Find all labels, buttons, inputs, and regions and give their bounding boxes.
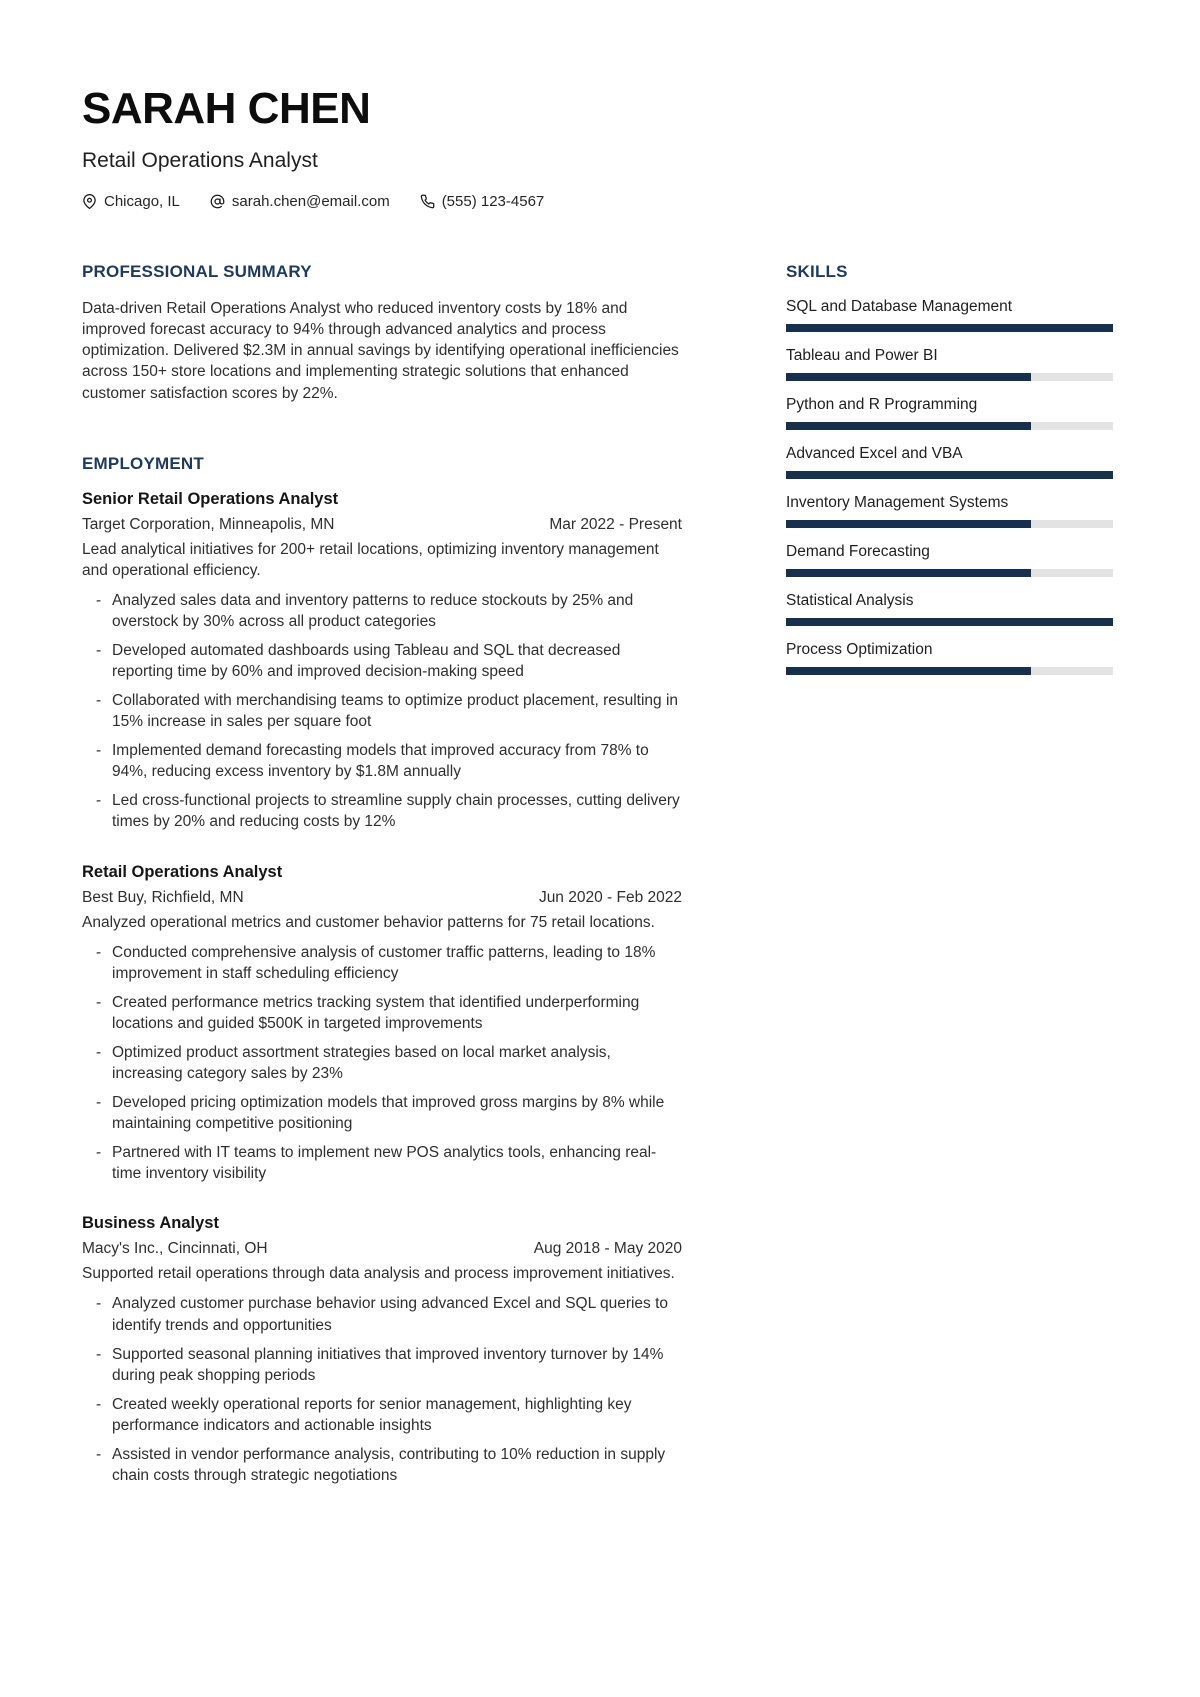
skill-item <box>786 543 1113 577</box>
job-company: Target Corporation, Minneapolis, MN <box>82 515 335 533</box>
job-bullets <box>82 1293 682 1486</box>
job-dates: Jun 2020 - Feb 2022 <box>538 888 682 906</box>
contact-email <box>210 193 390 210</box>
at-sign-icon <box>210 194 225 209</box>
job-description: Supported retail operations through data analysis and process improvement initiatives. <box>82 1265 675 1283</box>
bullet-item: - Conducted comprehensive analysis of customer traffic patterns, leading to 18% improvement in staff scheduling efficiency <box>82 942 682 984</box>
job-entry <box>82 1214 682 1486</box>
skill-label: SQL and Database Management <box>786 298 1013 316</box>
job-company-row <box>82 516 682 534</box>
skill-label: Statistical Analysis <box>786 592 914 610</box>
job-dates: Aug 2018 - May 2020 <box>533 1240 682 1258</box>
bullet-item: - Created performance metrics tracking system that identified underperforming locations and guided $500K in targeted improvements <box>82 992 682 1034</box>
skill-item <box>786 347 1113 381</box>
job-dates: Mar 2022 - Present <box>549 515 682 533</box>
bullet-item: - Led cross-functional projects to streamline supply chain processes, cutting delivery times by 20% and reducing costs by 12% <box>82 790 682 832</box>
skill-bar-fill <box>786 324 1113 332</box>
job-company: Best Buy, Richfield, MN <box>82 888 244 906</box>
candidate-name: SARAH CHEN <box>82 84 371 133</box>
skills-sidebar <box>786 262 1113 690</box>
summary-heading: PROFESSIONAL SUMMARY <box>82 262 312 282</box>
contact-phone-text: (555) 123-4567 <box>441 193 545 211</box>
skill-item <box>786 298 1113 332</box>
resume-header <box>82 86 1113 210</box>
job-position: Senior Retail Operations Analyst <box>82 489 339 508</box>
skill-label: Python and R Programming <box>786 396 978 414</box>
job-position: Retail Operations Analyst <box>82 862 283 881</box>
job-entry <box>82 490 682 833</box>
skill-bar-track <box>786 373 1113 381</box>
skill-item <box>786 445 1113 479</box>
skill-bar-track <box>786 569 1113 577</box>
job-company-row <box>82 1240 682 1258</box>
skill-bar-track <box>786 471 1113 479</box>
bullet-item: - Collaborated with merchandising teams to optimize product placement, resulting in 15% increase in sales per square foot <box>82 690 682 732</box>
summary-text: Data-driven Retail Operations Analyst who reduced inventory costs by 18% and improved forecast accuracy to 94% through advanced analytics and process optimization. Delivered $2.3M in annual savings by identifying operational inefficiencies across 150+ store locations and implementing strategic solutions that enhanced customer satisfaction scores by 22%. <box>82 300 679 402</box>
skill-bar-fill <box>786 618 1113 626</box>
skill-bar-fill <box>786 422 1031 430</box>
skill-label: Advanced Excel and VBA <box>786 445 963 463</box>
job-entry <box>82 863 682 1185</box>
contact-phone <box>420 193 545 210</box>
bullet-item: - Analyzed sales data and inventory patterns to reduce stockouts by 25% and overstock by 30% across all product categories <box>82 590 682 632</box>
bullet-item: - Developed automated dashboards using Tableau and SQL that decreased reporting time by 60% and improved decision-making speed <box>82 640 682 682</box>
bullet-item: - Created weekly operational reports for senior management, highlighting key performance indicators and actionable insights <box>82 1394 682 1436</box>
skill-bar-fill <box>786 569 1031 577</box>
phone-icon <box>420 194 435 209</box>
skill-label: Process Optimization <box>786 641 933 659</box>
job-company: Macy's Inc., Cincinnati, OH <box>82 1240 268 1258</box>
skill-bar-fill <box>786 373 1031 381</box>
bullet-item: - Assisted in vendor performance analysis, contributing to 10% reduction in supply chain costs through strategic negotiations <box>82 1444 682 1486</box>
bullet-item: - Optimized product assortment strategies based on local market analysis, increasing category sales by 23% <box>82 1042 682 1084</box>
contact-row <box>82 193 1113 210</box>
skill-item <box>786 494 1113 528</box>
bullet-item: - Developed pricing optimization models that improved gross margins by 8% while maintaining competitive positioning <box>82 1092 682 1134</box>
bullet-item: - Supported seasonal planning initiatives that improved inventory turnover by 14% during peak shopping periods <box>82 1344 682 1386</box>
location-pin-icon <box>82 194 97 209</box>
candidate-title: Retail Operations Analyst <box>82 149 318 173</box>
job-description: Analyzed operational metrics and customer behavior patterns for 75 retail locations. <box>82 913 655 931</box>
skill-bar-track <box>786 520 1113 528</box>
contact-location-text: Chicago, IL <box>104 193 180 211</box>
content-columns <box>82 262 1113 1486</box>
job-bullets <box>82 942 682 1185</box>
skill-item <box>786 396 1113 430</box>
job-company-row <box>82 889 682 907</box>
skill-bar-track <box>786 667 1113 675</box>
skill-bar-fill <box>786 471 1113 479</box>
skill-label: Demand Forecasting <box>786 543 930 561</box>
skill-bar-track <box>786 422 1113 430</box>
bullet-item: - Analyzed customer purchase behavior using advanced Excel and SQL queries to identify trends and opportunities <box>82 1293 682 1335</box>
skill-item <box>786 641 1113 675</box>
contact-location <box>82 193 180 210</box>
summary-section <box>82 262 682 403</box>
job-description: Lead analytical initiatives for 200+ retail locations, optimizing inventory management and operational efficiency. <box>82 540 659 579</box>
job-bullets <box>82 590 682 833</box>
skill-bar-track <box>786 324 1113 332</box>
employment-heading: EMPLOYMENT <box>82 453 204 473</box>
skill-label: Tableau and Power BI <box>786 347 938 365</box>
bullet-item: - Implemented demand forecasting models that improved accuracy from 78% to 94%, reducing excess inventory by $1.8M annually <box>82 740 682 782</box>
main-column <box>82 262 682 1486</box>
skill-bar-track <box>786 618 1113 626</box>
skill-label: Inventory Management Systems <box>786 494 1009 512</box>
employment-section <box>82 454 682 1487</box>
skill-bar-fill <box>786 667 1031 675</box>
skill-item <box>786 592 1113 626</box>
job-position: Business Analyst <box>82 1214 219 1233</box>
bullet-item: - Partnered with IT teams to implement new POS analytics tools, enhancing real-time inventory visibility <box>82 1142 682 1184</box>
contact-email-text: sarah.chen@email.com <box>231 193 390 211</box>
skill-bar-fill <box>786 520 1031 528</box>
skills-heading: SKILLS <box>786 262 848 282</box>
